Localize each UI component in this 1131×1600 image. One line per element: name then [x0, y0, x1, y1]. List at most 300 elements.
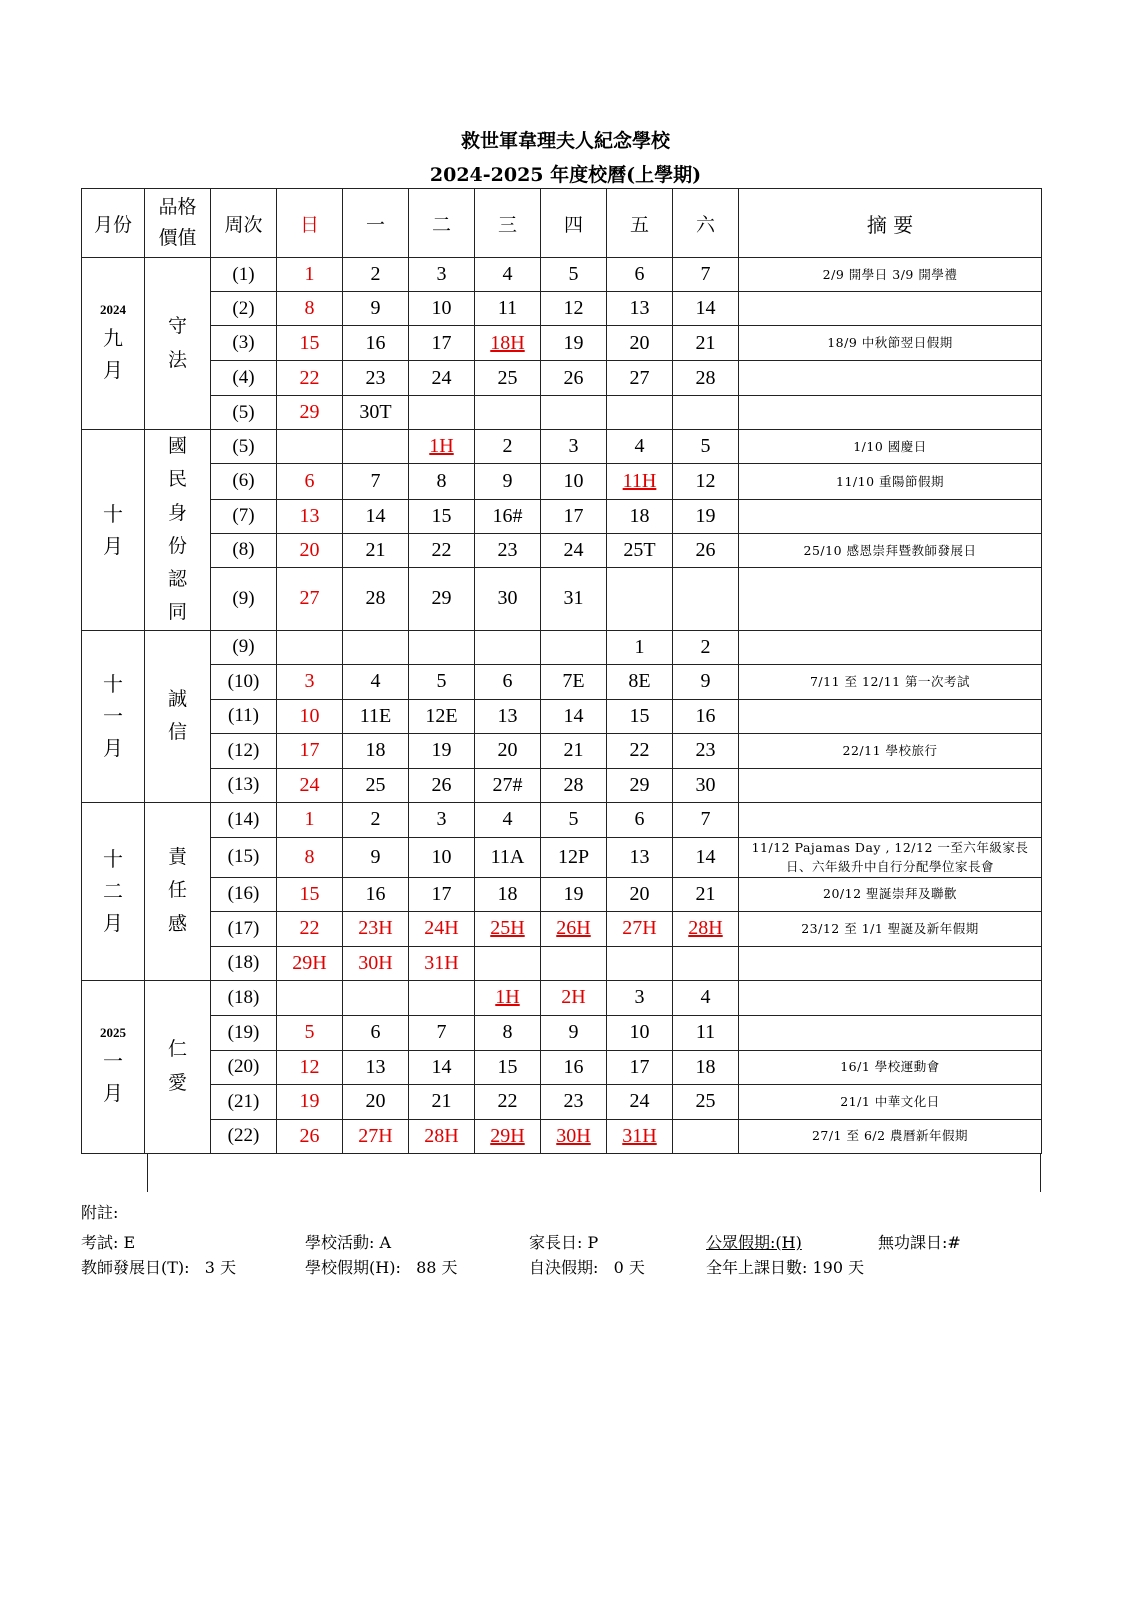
day-number: 13 [299, 504, 320, 527]
day-cell [343, 499, 409, 533]
legend-no-homework: 無功課日:# [878, 1233, 961, 1252]
day-cell [541, 568, 607, 631]
note-cell: 16/1 學校運動會 [739, 1050, 1042, 1084]
day-number: 31 [563, 587, 584, 610]
day-cell [277, 733, 343, 768]
character-value-char: 同 [167, 601, 187, 624]
day-cell [409, 911, 475, 946]
day-cell [409, 499, 475, 533]
day-number: 3 [634, 986, 645, 1008]
note-cell: 27/1 至 6/2 農曆新年假期 [739, 1119, 1042, 1153]
day-number: 18 [695, 1055, 716, 1078]
day-number: 22 [299, 366, 320, 389]
note-cell [739, 699, 1042, 733]
character-value-cell [145, 430, 211, 631]
day-number: 12 [563, 297, 584, 319]
header-day-fri: 五 [607, 189, 673, 258]
day-cell [343, 877, 409, 911]
day-cell [673, 664, 739, 699]
day-cell [343, 326, 409, 361]
day-number: 24 [563, 538, 584, 561]
day-number: 11E [359, 704, 392, 727]
day-number: 14 [365, 504, 386, 527]
day-cell [475, 258, 541, 292]
day-number: 19 [299, 1090, 320, 1112]
week-row [82, 292, 1042, 326]
day-number: 7 [436, 1021, 447, 1043]
day-number: 17 [563, 504, 584, 527]
day-number: 28 [365, 587, 386, 610]
day-cell [673, 699, 739, 733]
month-cell [82, 630, 145, 802]
header-value-line2: 價值 [158, 227, 197, 249]
month-cell [82, 258, 145, 430]
day-number: 9 [502, 469, 513, 492]
day-number: 21 [695, 331, 716, 354]
day-number: 12 [695, 469, 716, 492]
day-number: 21 [431, 1090, 452, 1112]
day-number: 13 [497, 704, 518, 727]
day-cell [607, 1084, 673, 1119]
day-cell [541, 630, 607, 664]
character-value-char: 法 [167, 348, 187, 371]
calendar-title: 2024-2025 年度校曆(上學期) [429, 164, 702, 186]
day-cell [673, 361, 739, 396]
day-cell [475, 837, 541, 877]
character-value-char: 信 [167, 721, 187, 743]
day-number: 9 [568, 1021, 579, 1043]
day-number: 16 [695, 704, 716, 727]
day-cell [343, 464, 409, 499]
day-cell [277, 630, 343, 664]
day-cell [541, 396, 607, 430]
day-cell [607, 1050, 673, 1084]
day-number: 21 [563, 739, 584, 761]
day-number: 15 [299, 882, 320, 905]
day-cell [343, 802, 409, 837]
week-row [82, 802, 1042, 837]
day-cell [541, 1084, 607, 1119]
day-number: 7 [370, 469, 381, 492]
day-cell [541, 802, 607, 837]
day-number: 14 [431, 1055, 452, 1078]
day-number: 23H [358, 917, 393, 939]
day-number: 14 [695, 297, 716, 319]
character-value-char: 身 [167, 501, 187, 524]
day-number: 29 [299, 401, 320, 423]
week-row [82, 396, 1042, 430]
day-cell [541, 1015, 607, 1050]
day-number: 18 [629, 504, 650, 527]
day-number: 11A [490, 845, 525, 868]
day-cell [343, 258, 409, 292]
day-cell [607, 361, 673, 396]
month-year: 2025 [100, 1025, 126, 1041]
day-cell [409, 1050, 475, 1084]
month-name-char: 一 [103, 704, 123, 728]
day-cell [475, 1015, 541, 1050]
day-number: 20 [497, 739, 518, 761]
day-cell [541, 1119, 607, 1153]
month-name-char: 一 [103, 1048, 123, 1073]
day-number: 24H [424, 917, 459, 939]
week-row [82, 464, 1042, 499]
day-cell [409, 1015, 475, 1050]
day-cell [607, 396, 673, 430]
day-cell [673, 877, 739, 911]
day-cell [607, 802, 673, 837]
day-number: 23 [365, 366, 386, 389]
day-number: 20 [365, 1090, 386, 1112]
day-number: 20 [629, 331, 650, 354]
week-row [82, 361, 1042, 396]
day-cell [541, 533, 607, 567]
day-cell [607, 946, 673, 980]
day-cell [475, 292, 541, 326]
note-cell: 18/9 中秋節翌日假期 [739, 326, 1042, 361]
day-cell [673, 837, 739, 877]
day-number: 1H [429, 435, 454, 458]
day-number: 27# [492, 773, 523, 796]
week-row [82, 946, 1042, 980]
day-cell [343, 699, 409, 733]
month-name-char: 月 [103, 533, 123, 558]
day-number: 12 [299, 1055, 320, 1078]
week-row [82, 1050, 1042, 1084]
legend-parent-day: 家長日: P [529, 1233, 599, 1252]
day-number: 30T [359, 401, 392, 423]
note-cell [739, 568, 1042, 631]
day-cell [277, 802, 343, 837]
day-cell [607, 533, 673, 567]
day-number: 27H [622, 917, 657, 939]
week-row [82, 499, 1042, 533]
week-number: (13) [211, 768, 277, 802]
day-number: 8E [628, 670, 651, 692]
month-name-char: 九 [103, 325, 123, 350]
day-number: 29H [490, 1124, 525, 1147]
month-name-char: 月 [103, 357, 123, 382]
day-number: 26H [556, 917, 591, 939]
header-day-wed: 三 [475, 189, 541, 258]
header-value [145, 189, 211, 258]
day-cell [343, 568, 409, 631]
week-row [82, 664, 1042, 699]
day-cell [277, 699, 343, 733]
note-cell: 11/10 重陽節假期 [739, 464, 1042, 499]
header-day-tue: 二 [409, 189, 475, 258]
day-number: 5 [436, 670, 447, 692]
week-number: (7) [211, 499, 277, 533]
day-cell [541, 980, 607, 1015]
day-cell [541, 292, 607, 326]
day-cell [475, 1050, 541, 1084]
day-cell [475, 911, 541, 946]
day-number: 25H [490, 917, 525, 939]
day-cell [475, 733, 541, 768]
note-cell [739, 1015, 1042, 1050]
note-cell [739, 630, 1042, 664]
character-value-char: 感 [167, 912, 187, 935]
day-cell [541, 733, 607, 768]
day-number: 29 [431, 587, 452, 610]
month-name-char: 月 [103, 1080, 123, 1105]
day-cell [541, 664, 607, 699]
day-number: 4 [700, 986, 711, 1008]
header-day-thu: 四 [541, 189, 607, 258]
week-row [82, 911, 1042, 946]
day-number: 4 [502, 808, 513, 830]
legend-teacher-development: 教師發展日(T): 3 天 [81, 1258, 237, 1277]
day-number: 31H [424, 951, 459, 974]
month-name-char: 十 [103, 847, 123, 871]
day-cell [277, 464, 343, 499]
day-number: 26 [695, 538, 716, 561]
week-row [82, 980, 1042, 1015]
day-cell [475, 699, 541, 733]
day-number: 7 [700, 263, 711, 285]
day-number: 2 [502, 435, 513, 458]
day-number: 14 [563, 704, 584, 727]
note-cell [739, 946, 1042, 980]
day-cell [607, 292, 673, 326]
day-cell [409, 361, 475, 396]
day-number: 26 [299, 1124, 320, 1147]
day-number: 19 [563, 331, 584, 354]
week-number: (5) [211, 430, 277, 464]
day-cell [475, 326, 541, 361]
day-cell [475, 980, 541, 1015]
day-number: 10 [431, 845, 452, 868]
day-number: 4 [370, 670, 381, 692]
day-cell [673, 430, 739, 464]
day-cell [673, 733, 739, 768]
day-cell [475, 802, 541, 837]
day-number: 23 [497, 538, 518, 561]
school-calendar-table [81, 188, 1042, 1154]
day-cell [409, 630, 475, 664]
day-cell [673, 499, 739, 533]
day-cell [607, 664, 673, 699]
day-cell [277, 568, 343, 631]
day-number: 2 [370, 808, 381, 830]
week-number: (12) [211, 733, 277, 768]
week-number: (14) [211, 802, 277, 837]
character-value-char: 份 [167, 534, 187, 557]
day-cell [343, 1119, 409, 1153]
note-cell: 20/12 聖誕崇拜及聯歡 [739, 877, 1042, 911]
day-number: 3 [304, 670, 315, 692]
month-name-char: 十 [103, 672, 123, 696]
day-cell [277, 877, 343, 911]
week-number: (5) [211, 396, 277, 430]
day-cell [607, 699, 673, 733]
day-cell [277, 980, 343, 1015]
legend-activity: 學校活動: A [305, 1233, 392, 1252]
day-cell [409, 430, 475, 464]
week-number: (11) [211, 699, 277, 733]
day-cell [475, 1119, 541, 1153]
day-cell [607, 258, 673, 292]
week-row [82, 258, 1042, 292]
day-cell [541, 258, 607, 292]
day-number: 5 [304, 1021, 315, 1043]
day-number: 11 [695, 1021, 716, 1043]
day-cell [673, 1084, 739, 1119]
day-number: 18 [497, 882, 518, 905]
day-number: 19 [563, 882, 584, 905]
day-number: 4 [502, 263, 513, 285]
day-cell [673, 464, 739, 499]
day-number: 31H [622, 1124, 657, 1147]
day-number: 21 [365, 538, 386, 561]
note-cell [739, 980, 1042, 1015]
week-row [82, 430, 1042, 464]
day-number: 15 [497, 1055, 518, 1078]
week-row [82, 699, 1042, 733]
day-number: 28H [424, 1124, 459, 1147]
day-number: 2 [370, 263, 381, 285]
week-number: (10) [211, 664, 277, 699]
day-cell [277, 1015, 343, 1050]
day-number: 30 [497, 587, 518, 610]
character-value-char: 愛 [167, 1071, 187, 1094]
month-cell [82, 802, 145, 980]
day-cell [277, 768, 343, 802]
character-value-char: 任 [167, 879, 187, 902]
week-row [82, 768, 1042, 802]
day-cell [607, 733, 673, 768]
week-number: (8) [211, 533, 277, 567]
legend-heading: 附註: [81, 1203, 119, 1222]
character-value-cell [145, 258, 211, 430]
day-number: 15 [629, 704, 650, 727]
day-cell [541, 326, 607, 361]
day-number: 25 [365, 773, 386, 796]
day-number: 20 [299, 538, 320, 561]
day-cell [343, 733, 409, 768]
day-cell [343, 396, 409, 430]
day-number: 24 [629, 1090, 650, 1112]
day-cell [475, 630, 541, 664]
day-number: 2 [700, 635, 711, 658]
week-number: (18) [211, 980, 277, 1015]
day-cell [277, 664, 343, 699]
day-number: 6 [634, 808, 645, 830]
day-cell [607, 326, 673, 361]
day-cell [541, 911, 607, 946]
day-number: 30H [556, 1124, 591, 1147]
day-number: 24 [431, 366, 452, 389]
day-cell [607, 1015, 673, 1050]
day-cell [343, 533, 409, 567]
day-number: 20 [629, 882, 650, 905]
day-cell [607, 430, 673, 464]
day-cell [409, 396, 475, 430]
day-number: 18H [490, 331, 525, 354]
day-cell [541, 361, 607, 396]
day-cell [673, 326, 739, 361]
day-number: 22 [299, 917, 320, 939]
day-cell [409, 877, 475, 911]
day-cell [343, 430, 409, 464]
day-number: 7 [700, 808, 711, 830]
day-number: 13 [629, 297, 650, 319]
day-cell [607, 630, 673, 664]
day-number: 28 [695, 366, 716, 389]
week-row [82, 837, 1042, 877]
day-cell [343, 768, 409, 802]
day-cell [673, 946, 739, 980]
character-value-char: 國 [167, 435, 187, 457]
table-tail-line [1040, 1154, 1041, 1192]
day-cell [541, 877, 607, 911]
day-cell [343, 630, 409, 664]
day-cell [475, 768, 541, 802]
day-number: 29H [292, 951, 327, 974]
day-number: 26 [431, 773, 452, 796]
note-cell: 7/11 至 12/11 第一次考試 [739, 664, 1042, 699]
day-number: 19 [431, 739, 452, 761]
legend-school-holiday: 學校假期(H): 88 天 [305, 1258, 458, 1277]
day-cell [607, 464, 673, 499]
day-number: 5 [568, 808, 579, 830]
day-number: 3 [568, 435, 579, 458]
week-row [82, 326, 1042, 361]
day-cell [277, 430, 343, 464]
day-cell [409, 837, 475, 877]
character-value-char: 守 [167, 315, 187, 338]
day-number: 17 [629, 1055, 650, 1078]
day-number: 8 [304, 845, 315, 868]
day-number: 13 [365, 1055, 386, 1078]
note-cell [739, 802, 1042, 837]
legend-public-holiday: 公眾假期:(H) [706, 1233, 802, 1252]
week-row [82, 733, 1042, 768]
header-week: 周次 [211, 189, 277, 258]
day-number: 16# [492, 504, 523, 527]
day-number: 5 [568, 263, 579, 285]
note-cell [739, 499, 1042, 533]
day-number: 13 [629, 845, 650, 868]
day-number: 1 [304, 263, 315, 285]
header-row [82, 189, 1042, 258]
month-name-char: 月 [103, 911, 123, 935]
day-cell [409, 292, 475, 326]
day-cell [343, 946, 409, 980]
character-value-char: 誠 [167, 687, 187, 710]
month-year: 2024 [100, 302, 126, 318]
character-value-char: 仁 [167, 1038, 187, 1061]
day-number: 18 [365, 739, 386, 761]
week-number: (19) [211, 1015, 277, 1050]
day-cell [343, 664, 409, 699]
day-number: 25T [623, 538, 656, 561]
day-cell [409, 768, 475, 802]
character-value-cell [145, 802, 211, 980]
day-cell [277, 946, 343, 980]
header-day-mon: 一 [343, 189, 409, 258]
day-cell [409, 946, 475, 980]
day-cell [475, 396, 541, 430]
day-cell [607, 877, 673, 911]
day-number: 11 [497, 297, 518, 319]
note-cell: 11/12 Pajamas Day , 12/12 一至六年級家長日、六年級升中自行分配學位家長會 [739, 837, 1042, 877]
week-number: (22) [211, 1119, 277, 1153]
day-number: 16 [563, 1055, 584, 1078]
day-number: 15 [299, 331, 320, 354]
day-cell [673, 630, 739, 664]
